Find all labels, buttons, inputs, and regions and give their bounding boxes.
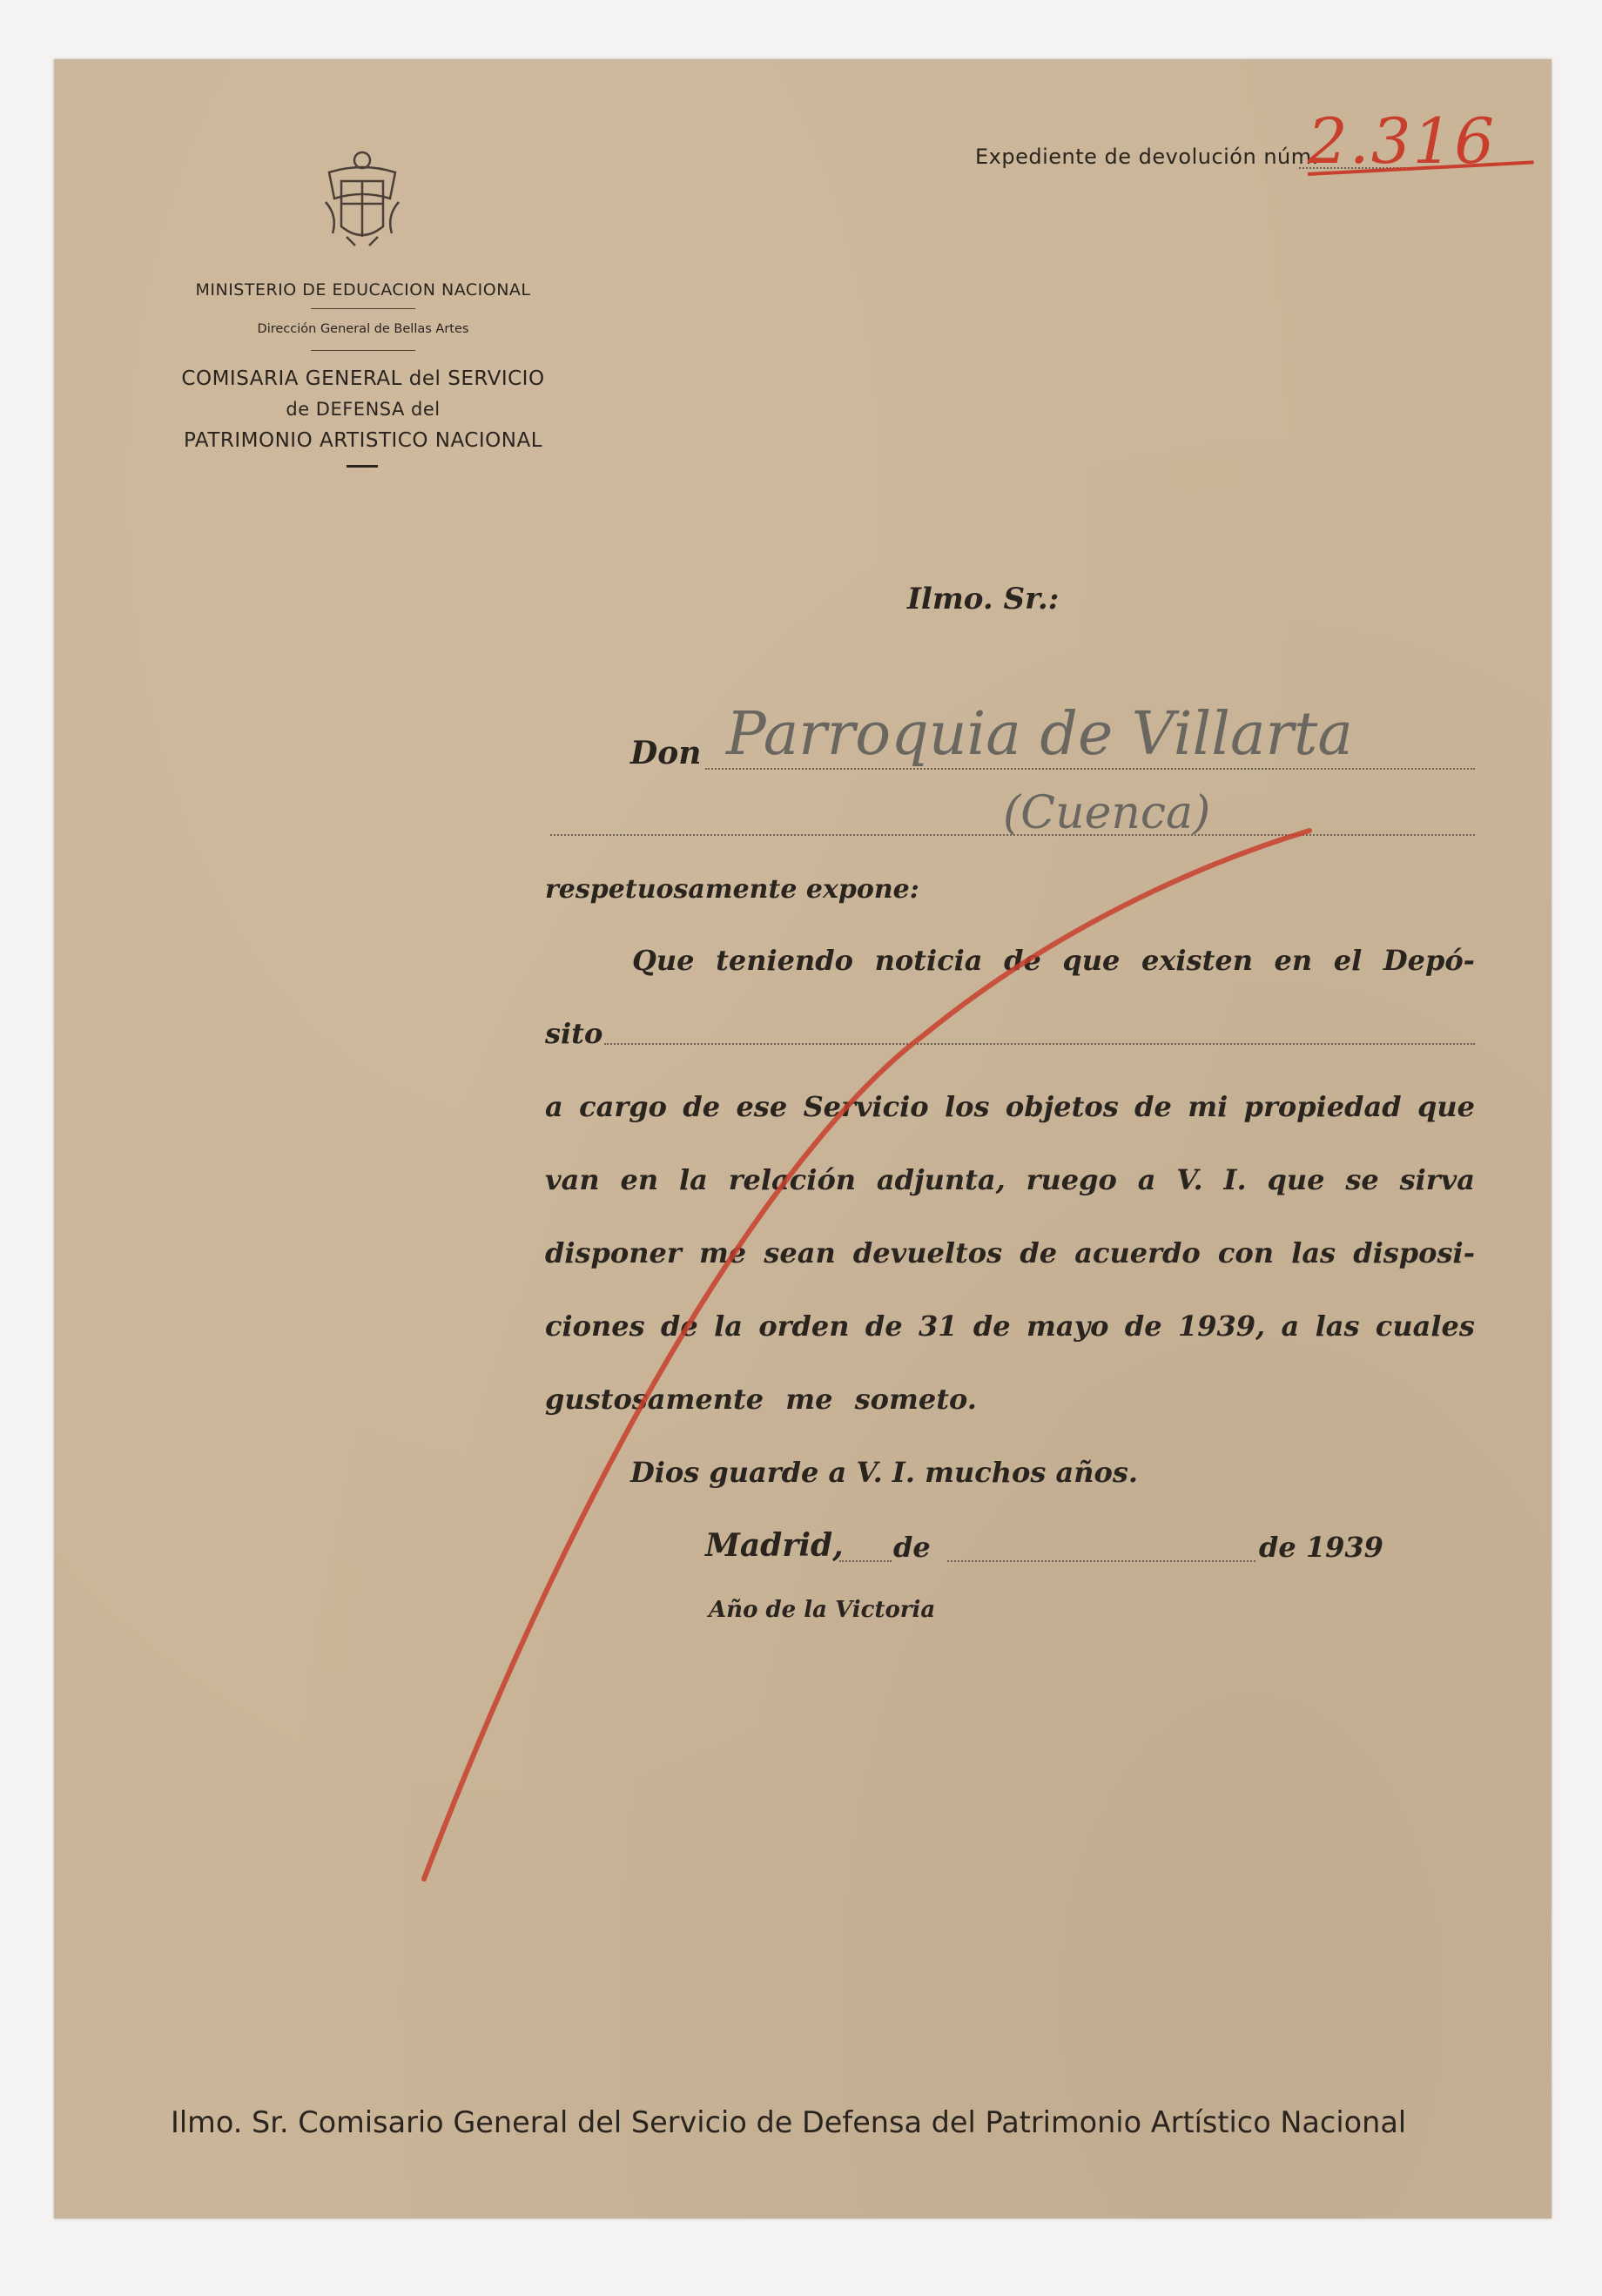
word: los bbox=[945, 1090, 990, 1123]
word: la bbox=[678, 1163, 708, 1196]
salutation: Ilmo. Sr.: bbox=[907, 582, 1060, 616]
word: van bbox=[545, 1163, 600, 1196]
word: las bbox=[1291, 1236, 1336, 1269]
word: sean bbox=[764, 1236, 836, 1269]
word: en bbox=[620, 1163, 659, 1196]
word: de bbox=[1134, 1090, 1172, 1123]
word: de bbox=[1124, 1310, 1162, 1343]
word: I. bbox=[1223, 1163, 1247, 1196]
word: sito bbox=[545, 1017, 603, 1050]
word: de bbox=[683, 1090, 721, 1123]
commissariat-line-1: COMISARIA GENERAL del SERVICIO bbox=[181, 367, 545, 390]
word: acuerdo bbox=[1074, 1236, 1201, 1269]
word: el bbox=[1333, 944, 1363, 977]
word: existen bbox=[1141, 944, 1253, 977]
word: disponer bbox=[545, 1236, 682, 1269]
word: me bbox=[785, 1383, 833, 1416]
word: mi bbox=[1188, 1090, 1228, 1123]
footer-addressee: Ilmo. Sr. Comisario General del Servicio de Defensa del Patrimonio Artístico Nacional bbox=[171, 2105, 1407, 2139]
word: someto. bbox=[854, 1383, 977, 1416]
word: a bbox=[1137, 1163, 1156, 1196]
date-de: de bbox=[893, 1531, 931, 1564]
applicant-prefix: Don bbox=[630, 735, 702, 771]
word: las bbox=[1315, 1310, 1360, 1343]
word: de bbox=[1004, 944, 1041, 977]
date-place: Madrid, bbox=[705, 1527, 844, 1564]
word: relación bbox=[728, 1163, 857, 1196]
file-number-label: Expediente de devolución núm. bbox=[975, 145, 1319, 169]
word: a bbox=[1281, 1310, 1300, 1343]
word: ciones bbox=[545, 1310, 645, 1343]
word: que bbox=[1062, 944, 1121, 977]
word: 1939, bbox=[1177, 1310, 1266, 1343]
word: devueltos bbox=[852, 1236, 1003, 1269]
red-pencil-stroke bbox=[54, 59, 1552, 2219]
word: ese bbox=[736, 1090, 788, 1123]
word: propiedad bbox=[1243, 1090, 1402, 1123]
word: orden bbox=[758, 1310, 850, 1343]
applicant-place-handwritten: (Cuenca) bbox=[1003, 787, 1211, 839]
word: disposi- bbox=[1353, 1236, 1475, 1269]
word: que bbox=[1417, 1090, 1475, 1123]
document-page bbox=[54, 59, 1552, 2219]
word: Depó- bbox=[1383, 944, 1475, 977]
word: que bbox=[1267, 1163, 1325, 1196]
word: objetos bbox=[1005, 1090, 1119, 1123]
word: 31 bbox=[918, 1310, 958, 1343]
word: se bbox=[1345, 1163, 1379, 1196]
word: en bbox=[1274, 944, 1313, 977]
applicant-name-handwritten: Parroquia de Villarta bbox=[726, 700, 1353, 769]
word: ruego bbox=[1026, 1163, 1117, 1196]
word: mayo bbox=[1026, 1310, 1109, 1343]
file-number-handwritten: 2.316 bbox=[1308, 104, 1497, 178]
word: Que bbox=[632, 944, 695, 977]
directorate-name: Dirección General de Bellas Artes bbox=[257, 322, 469, 336]
commissariat-line-2: de DEFENSA del bbox=[286, 399, 441, 420]
ministry-name: MINISTERIO DE EDUCACION NACIONAL bbox=[195, 280, 531, 300]
word: gustosamente bbox=[545, 1383, 764, 1416]
word: a bbox=[545, 1090, 563, 1123]
word: teniendo bbox=[716, 944, 853, 977]
word: con bbox=[1217, 1236, 1274, 1269]
intro-text: respetuosamente expone: bbox=[545, 874, 919, 905]
word: Servicio bbox=[803, 1090, 929, 1123]
closing-formula: Dios guarde a V. I. muchos años. bbox=[630, 1456, 1139, 1489]
word: la bbox=[714, 1310, 743, 1343]
word: cuales bbox=[1375, 1310, 1475, 1343]
word: cargo bbox=[579, 1090, 667, 1123]
word: adjunta, bbox=[876, 1163, 1006, 1196]
word: me bbox=[698, 1236, 747, 1269]
word: de bbox=[865, 1310, 903, 1343]
word: de bbox=[1020, 1236, 1058, 1269]
word: sirva bbox=[1399, 1163, 1475, 1196]
word: noticia bbox=[874, 944, 983, 977]
era-text: Año de la Victoria bbox=[709, 1597, 936, 1623]
word: de bbox=[973, 1310, 1011, 1343]
date-year: de 1939 bbox=[1259, 1531, 1383, 1564]
word: de bbox=[660, 1310, 698, 1343]
word: V. bbox=[1176, 1163, 1203, 1196]
commissariat-line-3: PATRIMONIO ARTISTICO NACIONAL bbox=[183, 429, 543, 452]
